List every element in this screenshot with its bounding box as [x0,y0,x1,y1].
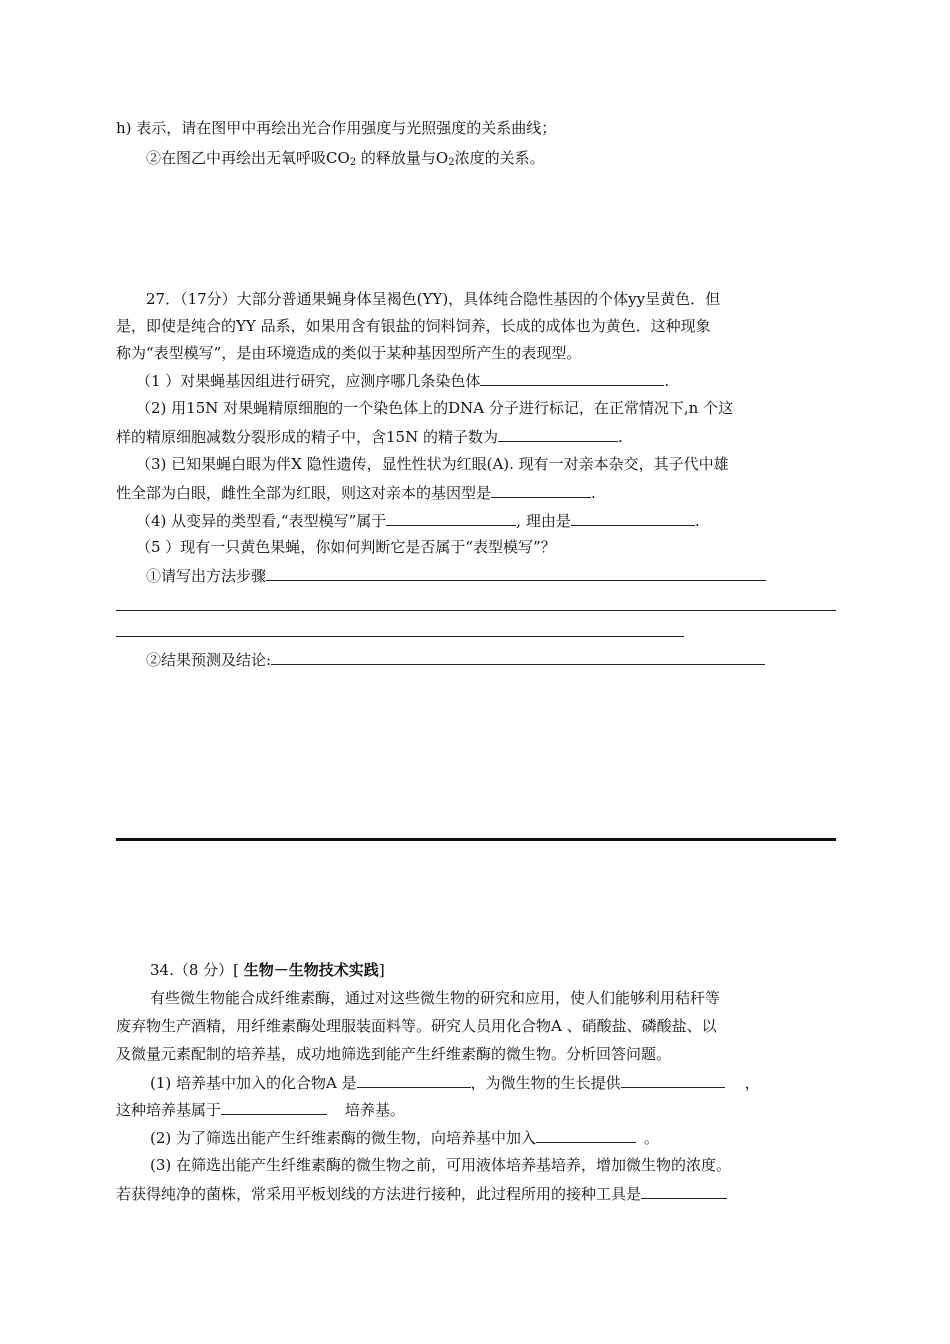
text: , 理由是 [516,512,571,530]
text: 称为“表型模写”，是由环境造成的类似于某种基因型所产生的表现型。 [116,344,582,362]
text: (3) 在筛选出能产生纤维素酶的微生物之前，可用液体培养基培养，增加微生物的浓度。 [150,1156,732,1174]
text-line [150,988,950,1008]
question-27-intro [146,289,950,309]
answer-blank[interactable] [571,510,695,526]
text-line [116,316,950,336]
question-34-part-1 [150,1072,950,1093]
subscript: 2 [349,157,357,168]
text: (1) 培养基中加入的化合物A 是 [150,1074,357,1092]
text: 有些微生物能合成纤维素酶，通过对这些微生物的研究和应用，使人们能够利用秸秆等 [150,989,721,1007]
text-line [116,1016,950,1036]
text: 。 [644,1129,660,1147]
answer-blank[interactable] [621,1072,725,1088]
text: 样的精原细胞减数分裂形成的精子中，含15N 的精子数为 [116,428,498,446]
answer-blank[interactable] [357,1072,471,1088]
text-line [116,343,950,363]
text: . [591,484,596,502]
text: 若获得纯净的菌株，常采用平板划线的方法进行接种，此过程所用的接种工具是 [116,1185,642,1203]
question-27-part-3 [136,454,950,474]
text-line [116,482,950,503]
question-27-part-2 [136,398,950,418]
answer-line[interactable] [116,610,836,611]
subscript: 2 [448,157,455,168]
text: 废弃物生产酒精，用纤维素酶处理服装面料等。研究人员用化合物A 、硝酸盐、磷酸盐、以 [116,1017,717,1035]
text-line [116,426,950,447]
text: 是，即使是纯合的YY 品系，如果用含有银盐的饲料饲养，长成的成体也为黄色．这种现象 [116,317,711,335]
text: ， [744,1074,760,1092]
text: ，为微生物的生长提供 [470,1074,621,1092]
question-27-part-1 [136,370,950,391]
answer-blank[interactable] [536,1127,636,1143]
question-27-part-5 [136,537,950,557]
text-line [116,1044,950,1064]
answer-blank[interactable] [386,510,516,526]
question-34-part-2 [150,1127,950,1148]
question-34-heading [150,960,950,980]
text-line [116,118,950,138]
question-34-part-3 [150,1155,950,1175]
question-27-part-4 [136,510,950,531]
text: ①请写出方法步骤 [146,567,267,585]
text: . [617,428,623,446]
text: (2) 为了筛选出能产生纤维素酶的微生物，向培养基中加入 [150,1129,537,1147]
text: （1 ）对果蝇基因组进行研究，应测序哪几条染色体 [136,372,481,390]
answer-line[interactable] [116,636,684,637]
answer-blank[interactable] [491,482,591,498]
text: 性全部为白眼，雌性全部为红眼，则这对亲本的基因型是 [116,484,492,502]
text: ] [378,961,385,979]
text-line [116,1099,950,1120]
text: h) 表示，请在图甲中再绘出光合作用强度与光照强度的关系曲线； [116,119,557,137]
answer-blank[interactable] [498,426,618,442]
text: 27．（17分）大部分普通果蝇身体呈褐色(YY)，具体纯合隐性基因的个体yy呈黄色．但 [146,290,721,308]
text: . [694,512,700,530]
answer-blank[interactable] [480,370,664,386]
text: ②在图乙中再绘出无氧呼吸CO [146,149,350,167]
text-line [116,1183,950,1204]
text: . [664,372,670,390]
answer-blank[interactable] [271,649,765,665]
answer-blank[interactable] [641,1183,727,1199]
text: 培养基。 [345,1101,406,1119]
text: 34.（8 分）[ [150,961,244,979]
answer-blank[interactable] [266,565,766,581]
text: （3) 已知果蝇白眼为伴X 隐性遗传，显性性状为红眼(A). 现有一对亲本杂交，其子代中雄 [136,455,729,473]
text-line [146,649,950,670]
text: 及微量元素配制的培养基，成功地筛选到能产生纤维素酶的微生物。分析回答问题。 [116,1045,672,1063]
text: 生物－生物技术实践 [243,961,379,979]
text: （2) 用15N 对果蝇精原细胞的一个染色体上的DNA 分子进行标记，在正常情况下,n 个这 [136,399,734,417]
answer-blank[interactable] [221,1099,327,1115]
text: 这种培养基属于 [116,1101,222,1119]
text: （5 ）现有一只黄色果蝇，你如何判断它是否属于“表型模写”？ [136,538,556,556]
text: ②结果预测及结论: [146,651,272,669]
text-line [146,148,950,173]
text: 浓度的关系。 [454,149,545,167]
text: （4) 从变异的类型看,“表型模写”属于 [136,512,387,530]
section-divider [116,838,836,841]
text-line [146,565,950,586]
text: 的释放量与O [356,149,449,167]
